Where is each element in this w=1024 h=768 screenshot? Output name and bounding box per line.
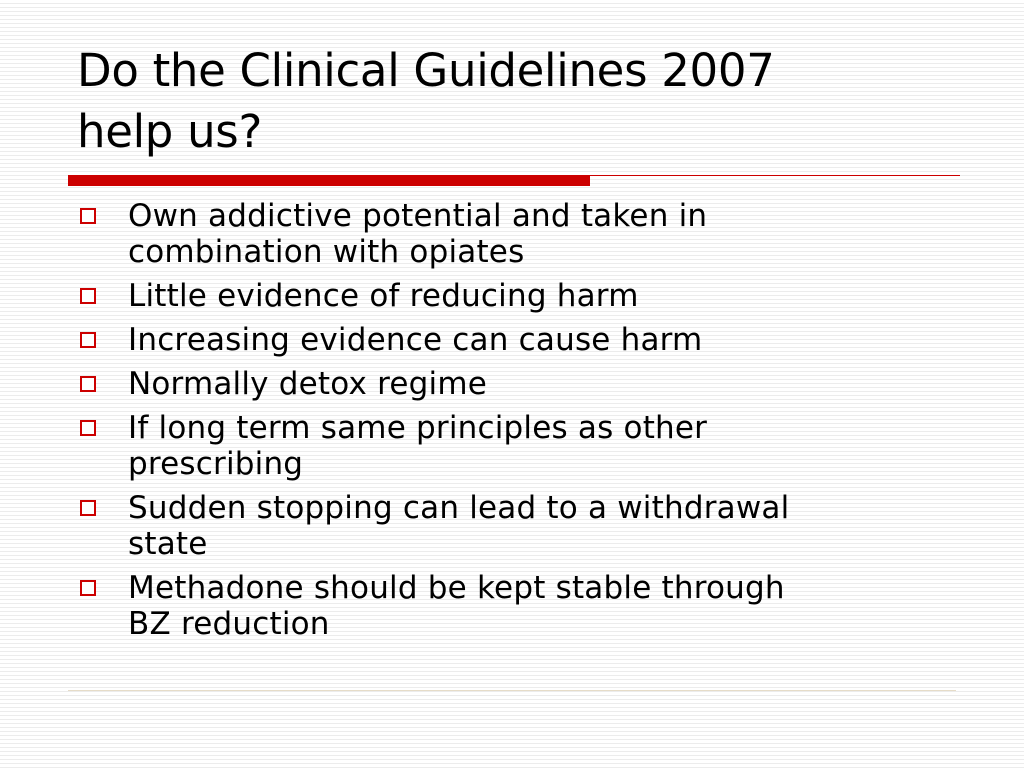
bullet-item: [74, 410, 954, 482]
bullet-text-line: If long term same principles as other: [128, 410, 708, 446]
bullet-text-line: Sudden stopping can lead to a withdrawal: [128, 490, 790, 526]
hollow-square-icon: [80, 376, 96, 392]
bullet-item: [74, 366, 954, 402]
slide-title: [77, 40, 977, 162]
bullet-text-line: state: [128, 526, 208, 562]
hollow-square-icon: [80, 288, 96, 304]
hollow-square-icon: [80, 420, 96, 436]
bullet-item: [74, 198, 954, 270]
title-underline-thick: [68, 175, 590, 186]
bullet-item: [74, 278, 954, 314]
hollow-square-icon: [80, 332, 96, 348]
title-line-2: help us?: [77, 105, 263, 158]
footer-divider: [68, 690, 956, 691]
title-line-1: Do the Clinical Guidelines 2007: [77, 44, 775, 97]
bullet-text-line: Methadone should be kept stable through: [128, 570, 785, 606]
bullet-text-line: Own addictive potential and taken in: [128, 198, 708, 234]
bullet-text-line: Increasing evidence can cause harm: [128, 322, 703, 358]
hollow-square-icon: [80, 580, 96, 596]
title-underline-thin: [590, 175, 960, 176]
bullet-text-line: Little evidence of reducing harm: [128, 278, 639, 314]
hollow-square-icon: [80, 208, 96, 224]
bullet-item: [74, 322, 954, 358]
bullet-text-line: Normally detox regime: [128, 366, 487, 402]
bullet-text-line: prescribing: [128, 446, 304, 482]
bullet-item: [74, 570, 954, 642]
bullet-text-line: BZ reduction: [128, 606, 330, 642]
bullet-text-line: combination with opiates: [128, 234, 525, 270]
bullet-item: [74, 490, 954, 562]
bullet-list: [74, 198, 954, 650]
hollow-square-icon: [80, 500, 96, 516]
